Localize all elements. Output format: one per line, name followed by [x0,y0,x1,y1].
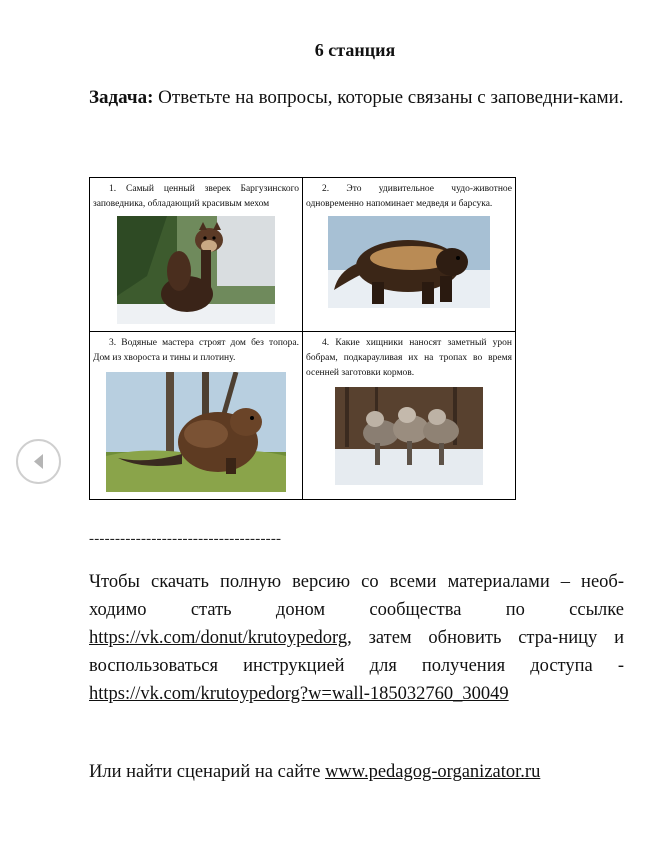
question-4-text: 4. Какие хищники наносят заметный урон бобрам, подкарауливая их на тропах во время осенней заготовки кормов. [306,338,512,378]
questions-table [89,177,516,500]
alt-text: Или найти сценарий на сайте [89,762,326,782]
question-cell-3 [90,332,303,500]
task-paragraph [89,84,624,112]
task-text: Ответьте на вопросы, которые связаны с заповедни-ками. [158,87,624,108]
previous-page-button[interactable] [16,439,61,484]
question-cell-2 [303,178,516,332]
task-label: Задача: [89,87,154,108]
left-arrow-icon [18,441,59,482]
question-cell-1 [90,178,303,332]
wolverine-photo [328,216,490,308]
question-1-text: 1. Самый ценный зверек Баргузинского заповедника, обладающий красивым мехом [93,184,299,209]
download-text-start: Чтобы скачать полную версию со всеми материалами – необ-ходимо стать доном сообщества по ссылке [89,572,624,620]
station-title: 6 станция [314,40,396,60]
donut-link[interactable]: https://vk.com/donut/krutoypedorg [89,628,348,648]
site-link[interactable]: www.pedagog-organizator.ru [325,762,541,782]
question-2-text: 2. Это удивительное чудо-животное одновременно напоминает медведя и барсука. [306,184,512,209]
question-3-text: 3. Водяные мастера строят дом без топора. Дом из хвороста и тины и плотину. [93,338,299,363]
separator-line: ------------------------------------- [89,531,282,547]
wolves-photo [335,387,483,485]
beaver-photo [106,372,286,492]
alternative-source [89,758,624,786]
sable-photo [117,216,275,324]
wall-post-link[interactable]: https://vk.com/krutoypedorg?w=wall-185032760_30049 [89,684,509,704]
question-cell-4 [303,332,516,500]
download-instructions [89,568,624,708]
download-text-middle: , затем обновить стра-ницу и воспользоваться инструкцией для получения доступа - [89,628,624,676]
